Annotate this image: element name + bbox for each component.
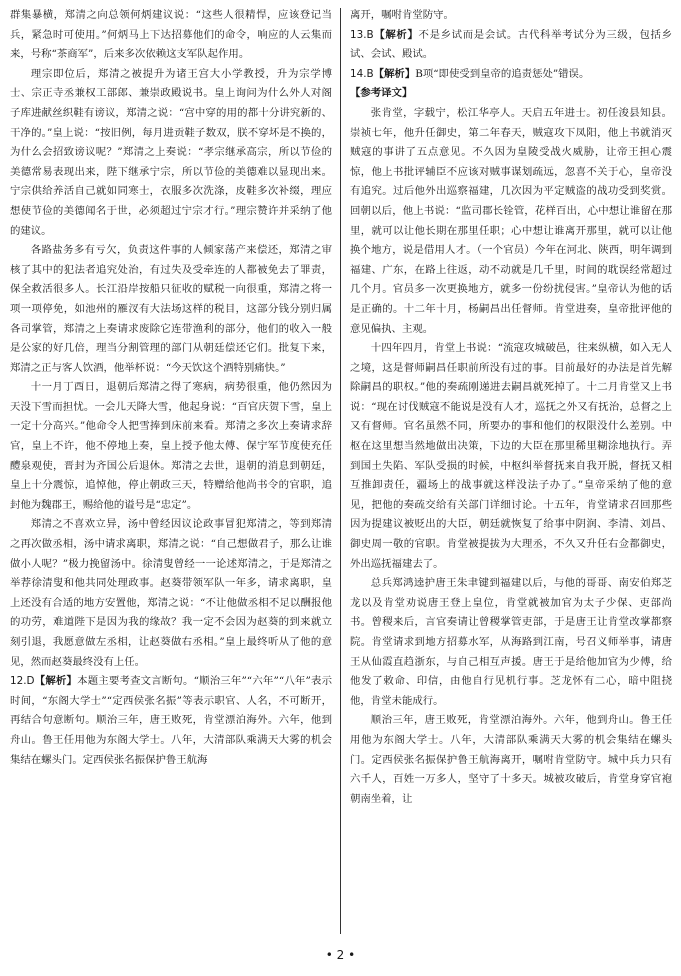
translation-paragraph-1: 张肯堂，字载宁，松江华亭人。天启五年进士。初任浚县知县。崇祯七年，他升任御史，第二年春天，贼寇攻下凤阳，他上书就消灭贼寇的事讲了五点意见。不久因为皇陵受战火威胁，让帝王担心震惊，他上书批评辅臣不应该对贼事谋划疏远，忽喜不关于心，皇帝没有追究。过后他外出巡察福建，几次因为平定贼盗的战功受到奖赏。回朝以后，他上书说：“监司郡长铨管，花样百出，心中想让谁留在那里，就可以让他长期在那里任职；心中想让谁离开那里，就可以让他换个地方，说是借用人才。（一个官员）今年在河北、陕西，明年调到福建、广东，在路上往返，动不动就是几千里，时间的耽误经常超过几个月。官员多一次更换地方，就多一份纷扰侵害。”皇帝认为他的话是正确的。十二年十月，杨嗣昌出任督师。肯堂进奏，皇帝批评他的意见偏执、主观。	[350, 106, 672, 335]
answer-13	[350, 26, 672, 65]
translation-paragraph-4: 顺治三年，唐王败死，肯堂漂泊海外。六年，他到舟山。鲁王任用他为东阁大学士。八年，大清部队乘满天大雾的机会集结在螺头门。定西侯张名振保护鲁王航海离开，嘱咐肯堂防守。城中兵力只有六千人，百姓一万多人，坚守了十多天。城被攻破后，肯堂身穿官袍朝南坐着，让	[350, 714, 672, 805]
translation-paragraph-2: 十四年四月，肯堂上书说：“流寇攻城破邑，往来纵横，如入无人之境，这是督师嗣昌任职前所没有过的事。目前最好的办法是首先解除嗣昌的职权。”他的奏疏刚递进去嗣昌就死掉了。十二月肯堂又上书说：“现在讨伐贼寇不能说是没有人才，巡抚之外又有抚治，总督之上又有督师。官名虽然不同，所要办的事和他们的权限没什么差别。中枢在这里想当然地做出决策，下边的大臣在那里稀里糊涂地执行。弄到国土失陷、军队受损的时候，中枢纠举督抚来自我开脱，督抚又相互推卸责任，疆场上的战事就这样没法子办了。”皇帝采纳了他的意见，把他的奏疏交给有关部门详细讨论。十五年，肯堂请求召回那些因为提建议被贬出的大臣，朝廷就恢复了给事中阴润、李清、刘昌、御史周一敬的官职。肯堂被提拔为大理丞，不久又升任右佥都御史，外出巡抚福建去了。	[350, 342, 672, 570]
left-paragraph-2: 理宗即位后，郑清之被提升为诸王宫大小学教授，升为宗学博士、宗正寺丞兼权工部郎、兼崇政殿说书。皇上询问为什么外人对阁子库进献丝织鞋有谤议，郑清之说：“宫中穿的用的都十分讲究新的、干净的。”皇上说：“按旧例，每月进贡鞋子数双，朕不穿坏是不换的，为什么会招致谤议呢？”郑清之上奏说：“孝宗继承高宗，所以节俭的美德常易表现出来，陛下继承宁宗，所以节俭的美德难以显现出来。宁宗供给养活自己就如同寒士，衣服多次洗涤，皮鞋多次补缀，理应想使节俭的美德闻名于世，必须超过宁宗才行。”理宗赞许并采纳了他的建议。	[10, 67, 332, 237]
page-number: • 2 •	[325, 948, 356, 962]
answer-13-number: 13.B	[350, 28, 374, 41]
answer-12-continued: 离开，嘱咐肯堂防守。	[350, 9, 454, 21]
answer-14-number: 14.B	[350, 67, 374, 80]
answer-14-tag: 【解析】	[373, 67, 416, 80]
answer-13-tag: 【解析】	[373, 28, 419, 41]
left-column	[10, 6, 332, 942]
right-column	[350, 6, 672, 942]
answer-13-text: 不是乡试而是会试。古代科举考试分为三级，包括乡试、会试、殿试。	[350, 28, 672, 61]
answer-12-text: 本题主要考查文言断句。“顺治三年”“六年”“八年”表示时间，“东阁大学士”“定西侯张名振”等表示职官、人名，不可断开，再结合句意断句。顺治三年，唐王败死，肯堂漂泊海外。六年，他到舟山。鲁王任用他为东阁大学士。八年，大清部队乘满天大雾的机会集结在螺头门。定西侯张名振保护鲁王航海	[10, 675, 332, 766]
left-paragraph-5: 郑清之不喜欢立异，汤中曾经因议论政事冒犯郑清之，等到郑清之再次做丞相，汤中请求离职，郑清之说：“自己想做君子，那么让谁做小人呢？”极力挽留汤中。徐清叟曾经一一论述郑清之，于是郑清之举荐徐清叟和他共同处理政事。赵葵带领军队一年多，请求离职，皇上还没有合适的地方安置他，郑清之说：“不让他做丞相不足以酬报他的功劳，难道陛下是因为我的缘故？我一定不会因为赵葵的到来就立刻引退，我愿意做左丞相，让赵葵做右丞相。”皇上最终听从了他的意见，然而赵葵最终没有上任。	[10, 518, 332, 668]
left-paragraph-3: 各路盐务多有亏欠，负责这件事的人倾家荡产来偿还，郑清之审核了其中的犯法者追究处治，有过失及受牵连的人都被免去了罪责，保全救活很多人。长江沿岸按船只征收的赋税一向很重，郑清之将一项一项停免，如池州的雁汊有大法场这样的税目，这部分钱分别归属各司掌管，郑清之上奏请求废除它连带渔利的部分，他们的收入一般是公家的好几倍，理当分割管理的部门从朝廷偿还它们。批复下来，郑清之正与客人饮酒，他举杯说：“今天饮这个酒特别痛快。”	[10, 244, 332, 374]
answer-12-number: 12.D	[10, 675, 35, 688]
answer-12	[10, 672, 332, 770]
answer-14	[350, 65, 672, 85]
left-paragraph-4: 十一月丁酉日，退朝后郑清之得了寒病，病势很重，他仍然因为天没下雪而担忧。一会儿天降大雪，他起身说：“百官庆贺下雪，皇上一定十分高兴。”他命令人把雪捧到床前来看。郑清之多次上奏请求辞官，皇上不许，他不停地上奏，皇上授予他太傅、保宁军节度使充任醴泉观使，晋封为齐国公后退休。郑清之去世，退朝的消息到朝廷，皇上十分震惊，追悼他，停止朝政三天，特赠给他尚书令的官职，追封他为魏郡王，赐给他的谥号是“忠定”。	[10, 381, 332, 511]
answer-14-text: B项“即使受到皇帝的追责惩处”错误。	[415, 67, 590, 80]
left-paragraph-1: 群集暴横，郑清之向总领何炳建议说：“这些人很精悍，应该登记当兵，紧急时可使用。”何炳马上下达招募他们的命令，响应的人云集而来，号称“茶商军”，后来多次依赖这支军队起作用。	[10, 9, 332, 61]
answer-12-tag: 【解析】	[34, 675, 78, 688]
reference-translation-heading: 【参考译文】	[350, 87, 413, 100]
translation-paragraph-3: 总兵郑鸿逵护唐王朱聿键到福建以后，与他的哥哥、南安伯郑芝龙以及肯堂劝说唐王登上皇位，肯堂就被加官为太子少保、吏部尚书。曾稷来后，言官奏请让曾稷掌管吏部，于是唐王让肯堂改掌都察院。肯堂请求到地方招募水军，从海路到江南，号召义师举事，请唐王从仙霞直趋浙东，与自己相互声援。唐王于是给他加官为少傅，给他发了敕命、印信，由他自行见机行事。芝龙怀有二心，暗中阻挠他，肯堂未能成行。	[350, 577, 672, 707]
column-divider	[340, 8, 341, 934]
